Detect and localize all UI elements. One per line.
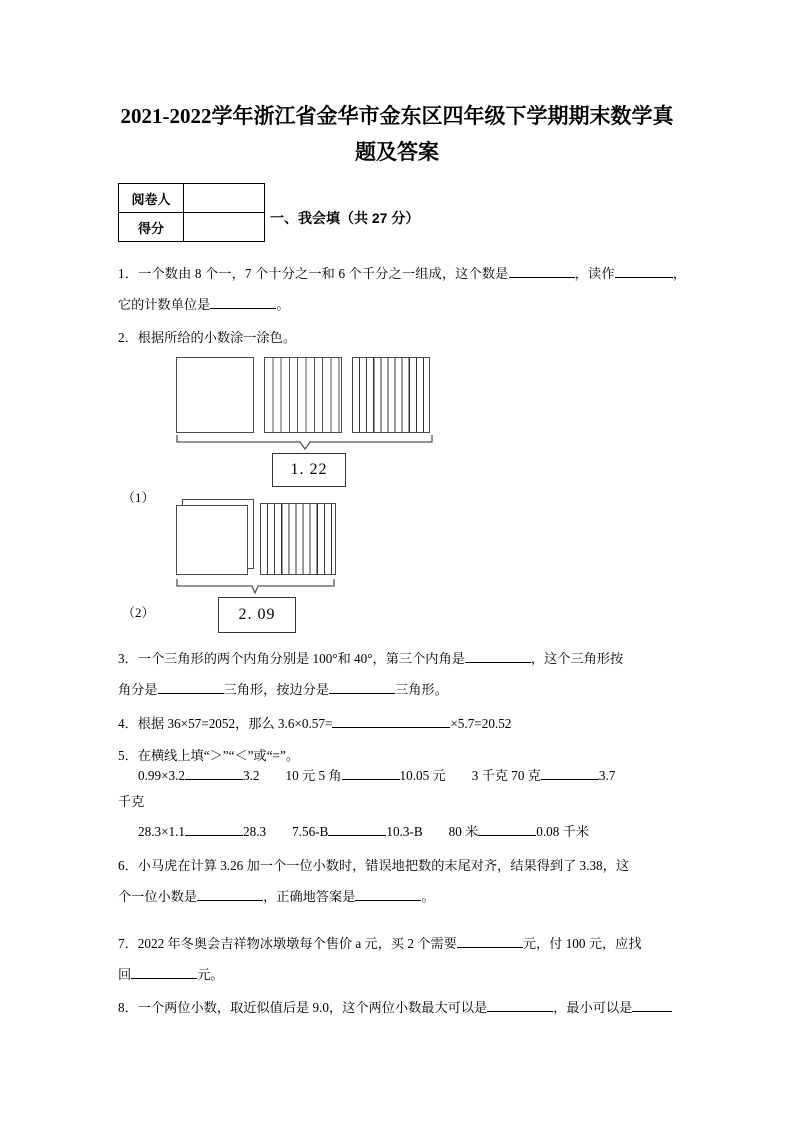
question-7-text-a: 2022 年冬奥会吉祥物冰墩墩每个售价 a 元，买 2 个需要 [137, 936, 457, 951]
question-4-text-b: ×5.7=20.52 [450, 716, 512, 731]
comparison-right: 28.3 [243, 824, 267, 839]
diagram-1 [176, 357, 436, 497]
question-3-text-a: 一个三角形的两个内角分别是 100°和 40°，第三个内角是 [137, 651, 465, 666]
question-6-text-b: 个一位小数是 [118, 889, 198, 904]
score-table [118, 183, 265, 242]
question-2-number: 2． [118, 330, 138, 345]
score-value[interactable] [184, 213, 265, 242]
question-1-text-a: 一个数由 8 个一，7 个十分之一和 6 个千分之一组成，这个数是 [138, 266, 509, 281]
question-8-text-b: ，最小可以是 [553, 1000, 633, 1015]
brace-bracket-icon [174, 577, 344, 595]
question-1-text-d: 。 [276, 297, 290, 312]
answer-blank[interactable] [131, 978, 197, 979]
question-3-number: 3． [118, 651, 138, 666]
question-6 [118, 850, 686, 912]
answer-blank[interactable] [632, 1011, 672, 1012]
table-row [119, 184, 265, 213]
unit-square-plain-front[interactable] [176, 505, 248, 575]
question-1-text-c: ，它的计数单位是 [118, 266, 687, 312]
question-6-text-c: ，正确地答案是 [263, 889, 356, 904]
answer-blank[interactable] [478, 835, 536, 836]
comparison-wrap-text: 千克 [118, 794, 145, 809]
question-3-text-d: 三角形，按边分是 [223, 682, 330, 697]
comparison-left: 10 元 5 角 [285, 768, 342, 783]
answer-blank[interactable] [185, 835, 243, 836]
answer-blank[interactable] [329, 693, 395, 694]
question-4 [118, 708, 686, 739]
answer-blank[interactable] [541, 779, 599, 780]
answer-blank[interactable] [509, 277, 575, 278]
hundredths-grid-square[interactable] [352, 357, 430, 433]
question-7 [118, 928, 686, 990]
score-label: 得分 [119, 213, 184, 242]
tenths-strip-square[interactable] [264, 357, 342, 433]
table-row [119, 213, 265, 242]
question-3-text-b: ，这个三角形按 [530, 651, 624, 666]
brace-bracket-icon [174, 433, 436, 451]
question-3-text-c: 角分是 [118, 682, 158, 697]
grader-label: 阅卷人 [119, 184, 184, 213]
decimal-value-box: 2. 09 [218, 597, 296, 633]
comparison-left: 28.3×1.1 [138, 824, 185, 839]
question-7-number: 7． [118, 936, 138, 951]
question-1-number: 1． [118, 266, 139, 281]
answer-blank[interactable] [615, 277, 673, 278]
question-7-text-b: 元，付 100 元，应找 [522, 936, 642, 951]
comparison-right: 10.05 元 [399, 768, 446, 783]
question-5-number: 5． [118, 748, 138, 763]
answer-blank[interactable] [332, 727, 450, 728]
comparison-row-2 [138, 818, 686, 846]
comparison-right: 3.2 [243, 768, 260, 783]
question-3 [118, 643, 686, 705]
section-header-block [118, 183, 688, 251]
question-8-text-a: 一个两位小数，取近似值后是 9.0，这个两位小数最大可以是 [137, 1000, 488, 1015]
answer-blank[interactable] [185, 779, 243, 780]
page-title: 2021-2022学年浙江省金华市金东区四年级下学期期末数学真题及答案 [120, 104, 674, 164]
question-1-text-b: ，读作 [574, 266, 615, 281]
answer-blank[interactable] [465, 662, 531, 663]
question-7-text-d: 元。 [197, 967, 224, 982]
diagram-2-label: （2） [122, 605, 155, 620]
comparison-left: 3 千克 70 克 [471, 768, 541, 783]
question-6-text-d: 。 [421, 889, 435, 904]
answer-blank[interactable] [158, 693, 224, 694]
question-4-number: 4． [118, 716, 138, 731]
comparison-right: 10.3-B [386, 824, 423, 839]
question-3-text-e: 三角形。 [395, 682, 448, 697]
comparison-row-1-wrap [118, 786, 686, 817]
unit-square-plain[interactable] [176, 357, 254, 433]
question-5-text: 在横线上填“＞”“＜”或“=”。 [137, 748, 300, 763]
answer-blank[interactable] [342, 779, 400, 780]
comparison-left: 0.99×3.2 [138, 768, 185, 783]
question-8-number: 8． [118, 1000, 138, 1015]
hundredths-grid-square[interactable] [260, 503, 336, 575]
diagram-1-label: （1） [122, 490, 155, 505]
question-2 [118, 322, 686, 353]
answer-blank[interactable] [355, 900, 421, 901]
grader-value[interactable] [184, 184, 265, 213]
answer-blank[interactable] [210, 308, 276, 309]
answer-blank[interactable] [457, 947, 523, 948]
answer-blank[interactable] [197, 900, 263, 901]
comparison-right: 3.7 [598, 768, 616, 783]
answer-blank[interactable] [328, 835, 386, 836]
decimal-value-box: 1. 22 [272, 453, 346, 487]
question-6-text-a: 小马虎在计算 3.26 加一个一位小数时，错误地把数的末尾对齐，结果得到了 3.38，这 [137, 858, 630, 873]
diagram-2 [176, 503, 376, 643]
question-1 [118, 258, 686, 320]
comparison-left: 7.56-B [292, 824, 329, 839]
question-4-text-a: 根据 36×57=2052，那么 3.6×0.57= [137, 716, 333, 731]
question-7-text-c: 回 [118, 967, 132, 982]
section-heading: 一、我会填（共 27 分） [270, 210, 420, 226]
comparison-left: 80 米 [448, 824, 479, 839]
question-6-number: 6． [118, 858, 138, 873]
comparison-right: 0.08 千米 [536, 824, 590, 839]
question-8 [118, 992, 686, 1023]
question-2-text: 根据所给的小数涂一涂色。 [137, 330, 297, 345]
answer-blank[interactable] [487, 1011, 553, 1012]
